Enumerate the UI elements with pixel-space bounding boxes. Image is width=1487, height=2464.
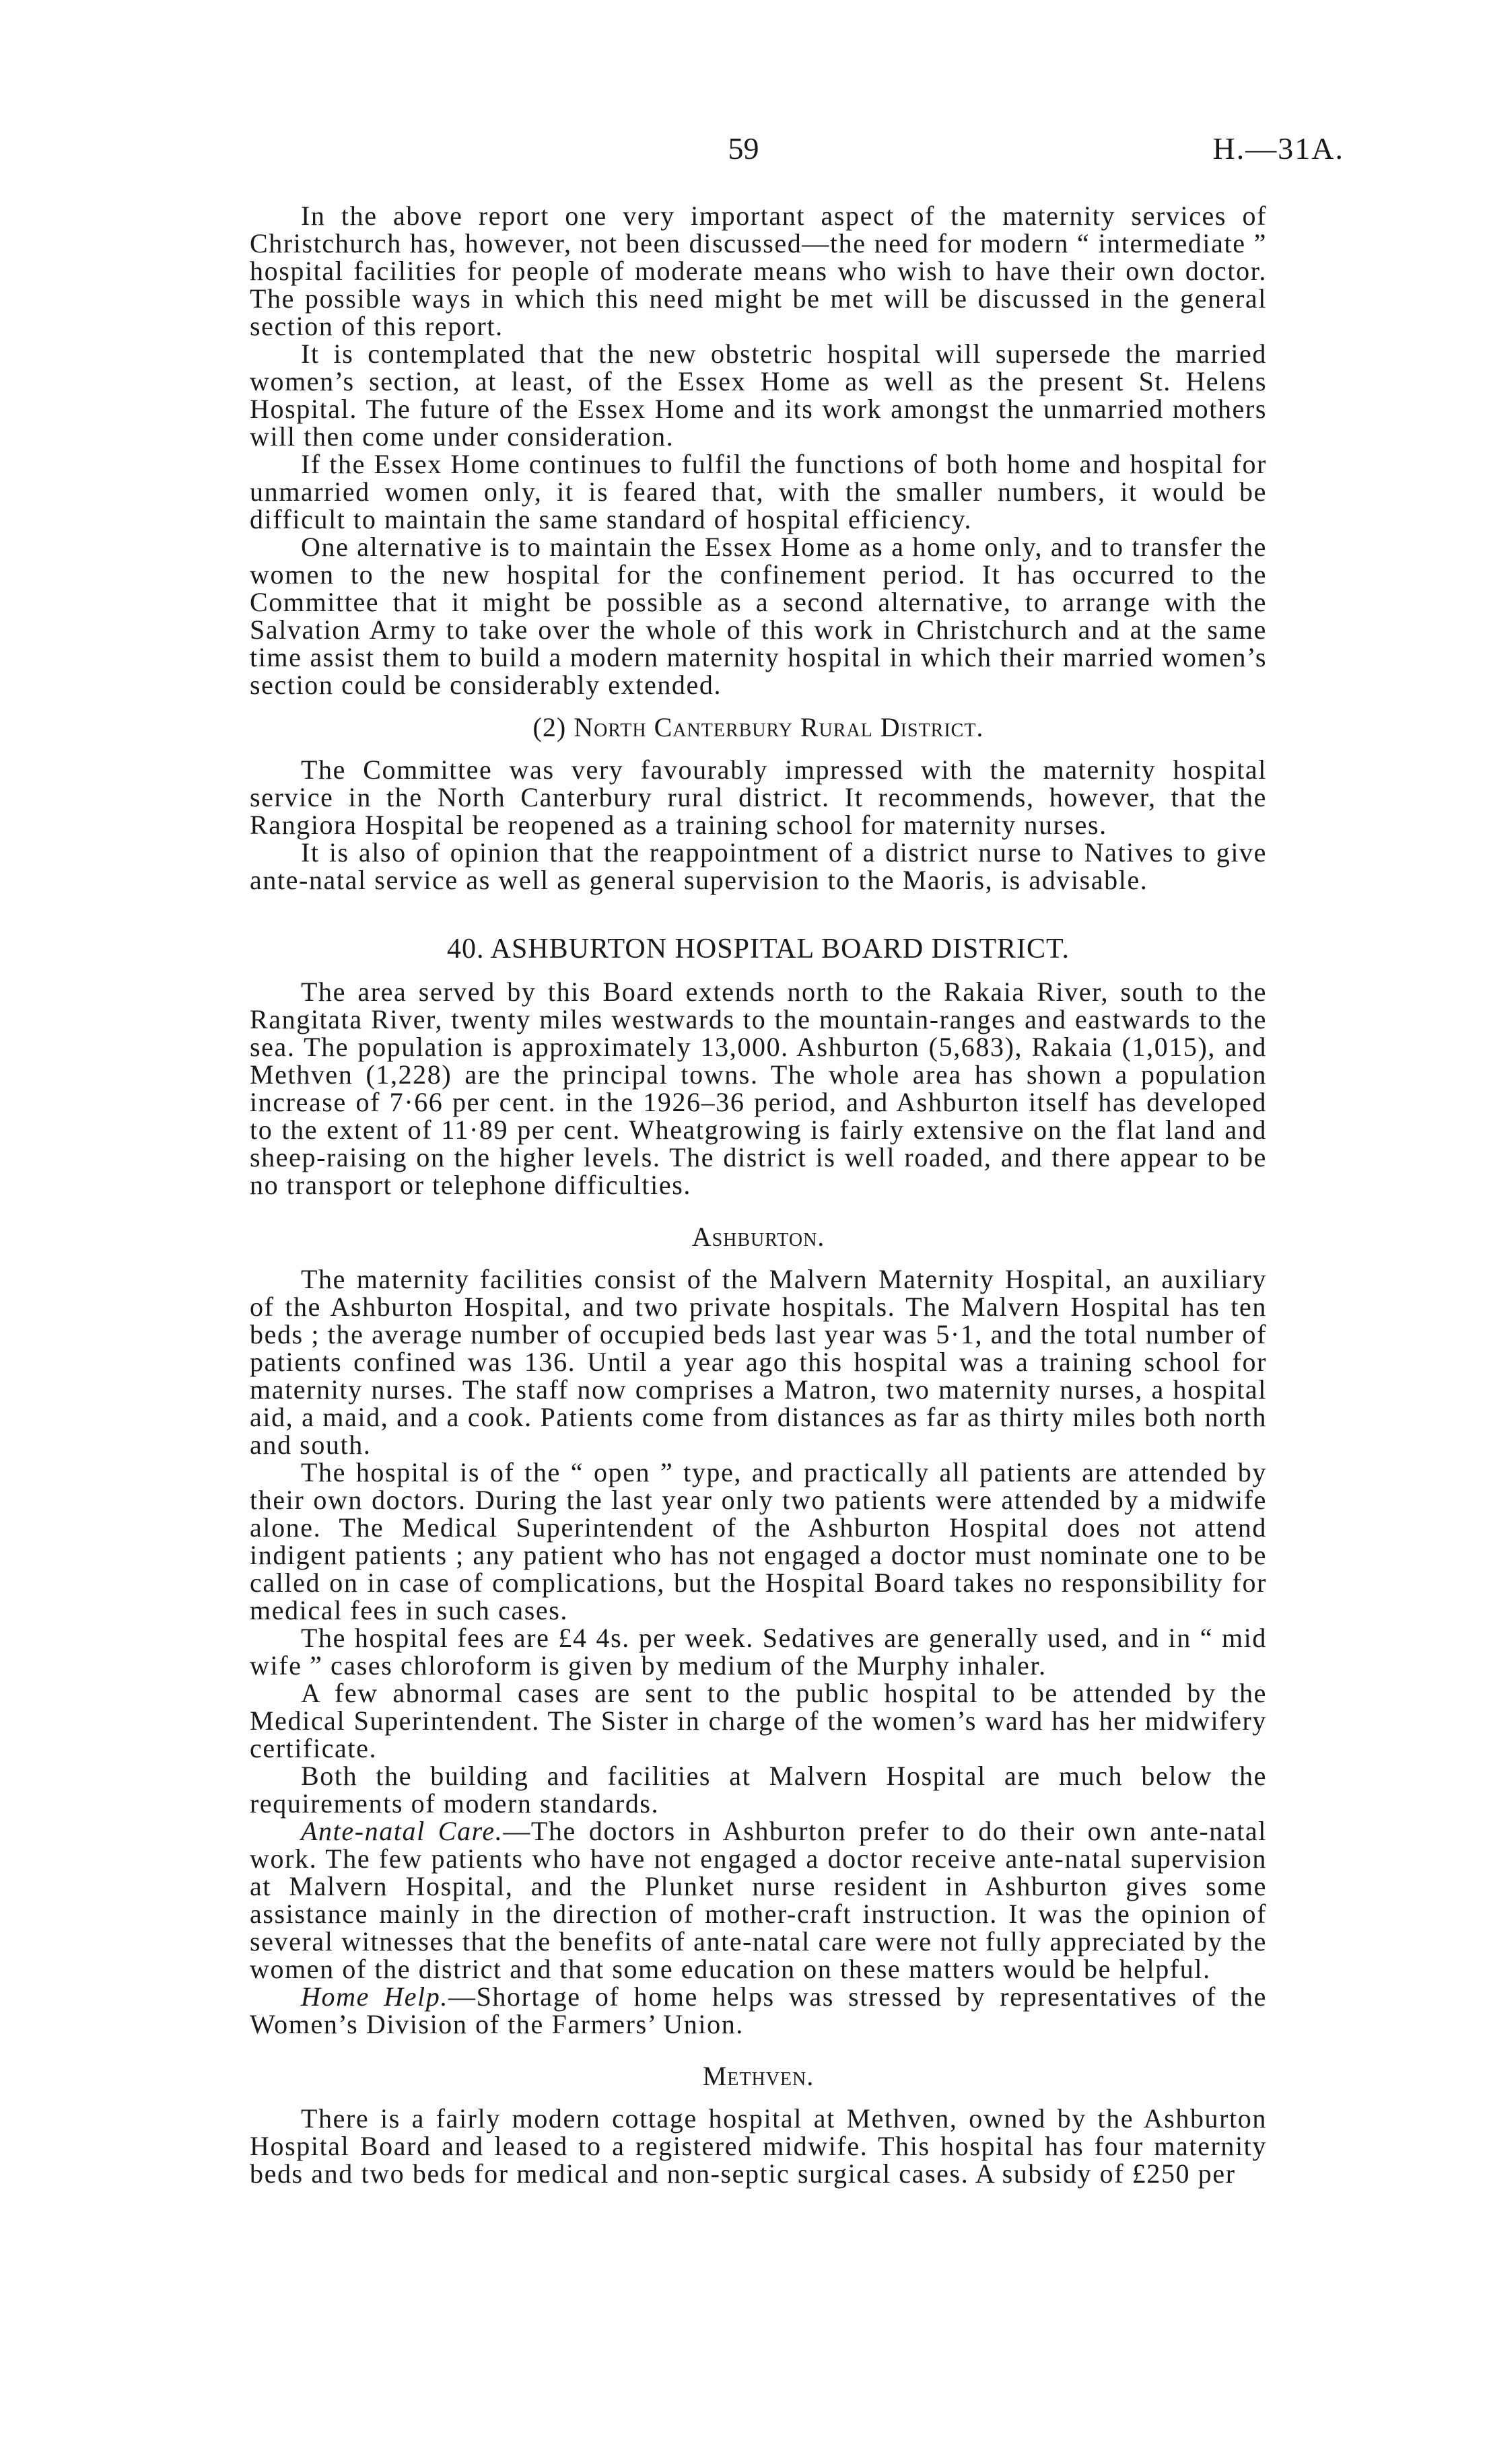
paragraph: It is contemplated that the new obstetric hospital will supersede the married women’s section, at least, of the Essex Home as well as the present St. Helens Hospital. The future of the Essex Home and its work amongst the unmarried mothers will then come under consideration. <box>250 339 1267 452</box>
section-heading-ashburton: Ashburton. <box>691 1222 825 1252</box>
section-heading-ashburton-district: 40. ASHBURTON HOSPITAL BOARD DISTRICT. <box>446 934 1070 964</box>
paragraph: A few abnormal cases are sent to the public hospital to be attended by the Medical Superintendent. The Sister in charge of the women’s ward has her midwifery certificate. <box>250 1678 1267 1763</box>
paragraph: Both the building and facilities at Malvern Hospital are much below the requirements of modern standards. <box>250 1761 1267 1819</box>
paragraph-home-help <box>250 1983 1267 2038</box>
section-heading-methven: Methven. <box>702 2061 815 2091</box>
paragraph: The Committee was very favourably impressed with the maternity hospital service in the North Canterbury rural district. It recommends, however, that the Rangiora Hospital be reopened as a training school for maternity nurses. <box>250 754 1267 840</box>
paragraph: There is a fairly modern cottage hospital at Methven, owned by the Ashburton Hospital Board and leased to a registered midwife. This hospital has four maternity beds and two beds for medical and non-septic surgical cases. A subsidy of £250 per <box>250 2103 1267 2189</box>
run-in-heading: Home Help. <box>301 1981 448 2012</box>
paragraph-text: —Shortage of home helps was stressed by representatives of the Women’s Division of the Farmers’ Union. <box>250 1981 1267 2039</box>
document-reference: H.—31A. <box>1212 131 1344 166</box>
paragraph: The hospital is of the “ open ” type, and practically all patients are attended by their own doctors. During the last year only two patients were attended by a midwife alone. The Medical Superintendent of the Ashburton Hospital does not attend indigent patients ; any patient who has not engaged a doctor must nominate one to be called on in case of complications, but the Hospital Board takes no responsibility for medical fees in such cases. <box>250 1457 1267 1625</box>
document-body <box>250 202 1267 2187</box>
paragraph: The hospital fees are £4 4s. per week. Sedatives are generally used, and in “ mid wife ” cases chloroform is given by medium of the Murphy inhaler. <box>250 1623 1267 1681</box>
paragraph: It is also of opinion that the reappointment of a district nurse to Natives to give ante-natal service as well as general supervision to the Maoris, is advisable. <box>250 837 1267 895</box>
page-number: 59 <box>728 131 759 166</box>
run-in-heading: Ante-natal Care. <box>301 1816 504 1846</box>
paragraph: If the Essex Home continues to fulfil the functions of both home and hospital for unmarried women only, it is feared that, with the smaller numbers, it would be difficult to maintain the same standard of hospital efficiency. <box>250 449 1267 534</box>
paragraph-antenatal-care <box>250 1817 1267 1983</box>
section-heading-north-canterbury: (2) North Canterbury Rural District. <box>532 712 984 742</box>
paragraph-text: —The doctors in Ashburton prefer to do their own ante-natal work. The few patients who have not engaged a doctor receive ante-natal supervision at Malvern Hospital, and the Plunket nurse resident in Ashburton gives some assistance mainly in the direction of mother-craft instruction. It was the opinion of several witnesses that the benefits of ante-natal care were not fully appreciated by the women of the district and that some education on these matters would be helpful. <box>250 1816 1267 1984</box>
paragraph: In the above report one very important aspect of the maternity services of Christchurch has, however, not been discussed—the need for modern “ intermediate ” hospital facilities for people of moderate means who wish to have their own doctor. The possible ways in which this need might be met will be discussed in the general section of this report. <box>250 201 1267 341</box>
paragraph: The maternity facilities consist of the Malvern Maternity Hospital, an auxiliary of the Ashburton Hospital, and two private hospitals. The Malvern Hospital has ten beds ; the average number of occupied beds last year was 5·1, and the total number of patients confined was 136. Until a year ago this hospital was a training school for maternity nurses. The staff now comprises a Matron, two maternity nurses, a hospital aid, a maid, and a cook. Patients come from distances as far as thirty miles both north and south. <box>250 1264 1267 1460</box>
paragraph: The area served by this Board extends north to the Rakaia River, south to the Rangitata River, twenty miles westwards to the mountain-ranges and eastwards to the sea. The population is approximately 13,000. Ashburton (5,683), Rakaia (1,015), and Methven (1,228) are the principal towns. The whole area has shown a population increase of 7·66 per cent. in the 1926–36 period, and Ashburton itself has developed to the extent of 11·89 per cent. Wheatgrowing is fairly extensive on the flat land and sheep-raising on the higher levels. The district is well roaded, and there appear to be no transport or telephone difficulties. <box>250 977 1267 1200</box>
paragraph: One alternative is to maintain the Essex Home as a home only, and to transfer the women to the new hospital for the confinement period. It has occurred to the Committee that it might be possible as a second alternative, to arrange with the Salvation Army to take over the whole of this work in Christchurch and at the same time assist them to build a modern maternity hospital in which their married women’s section could be considerably extended. <box>250 532 1267 700</box>
